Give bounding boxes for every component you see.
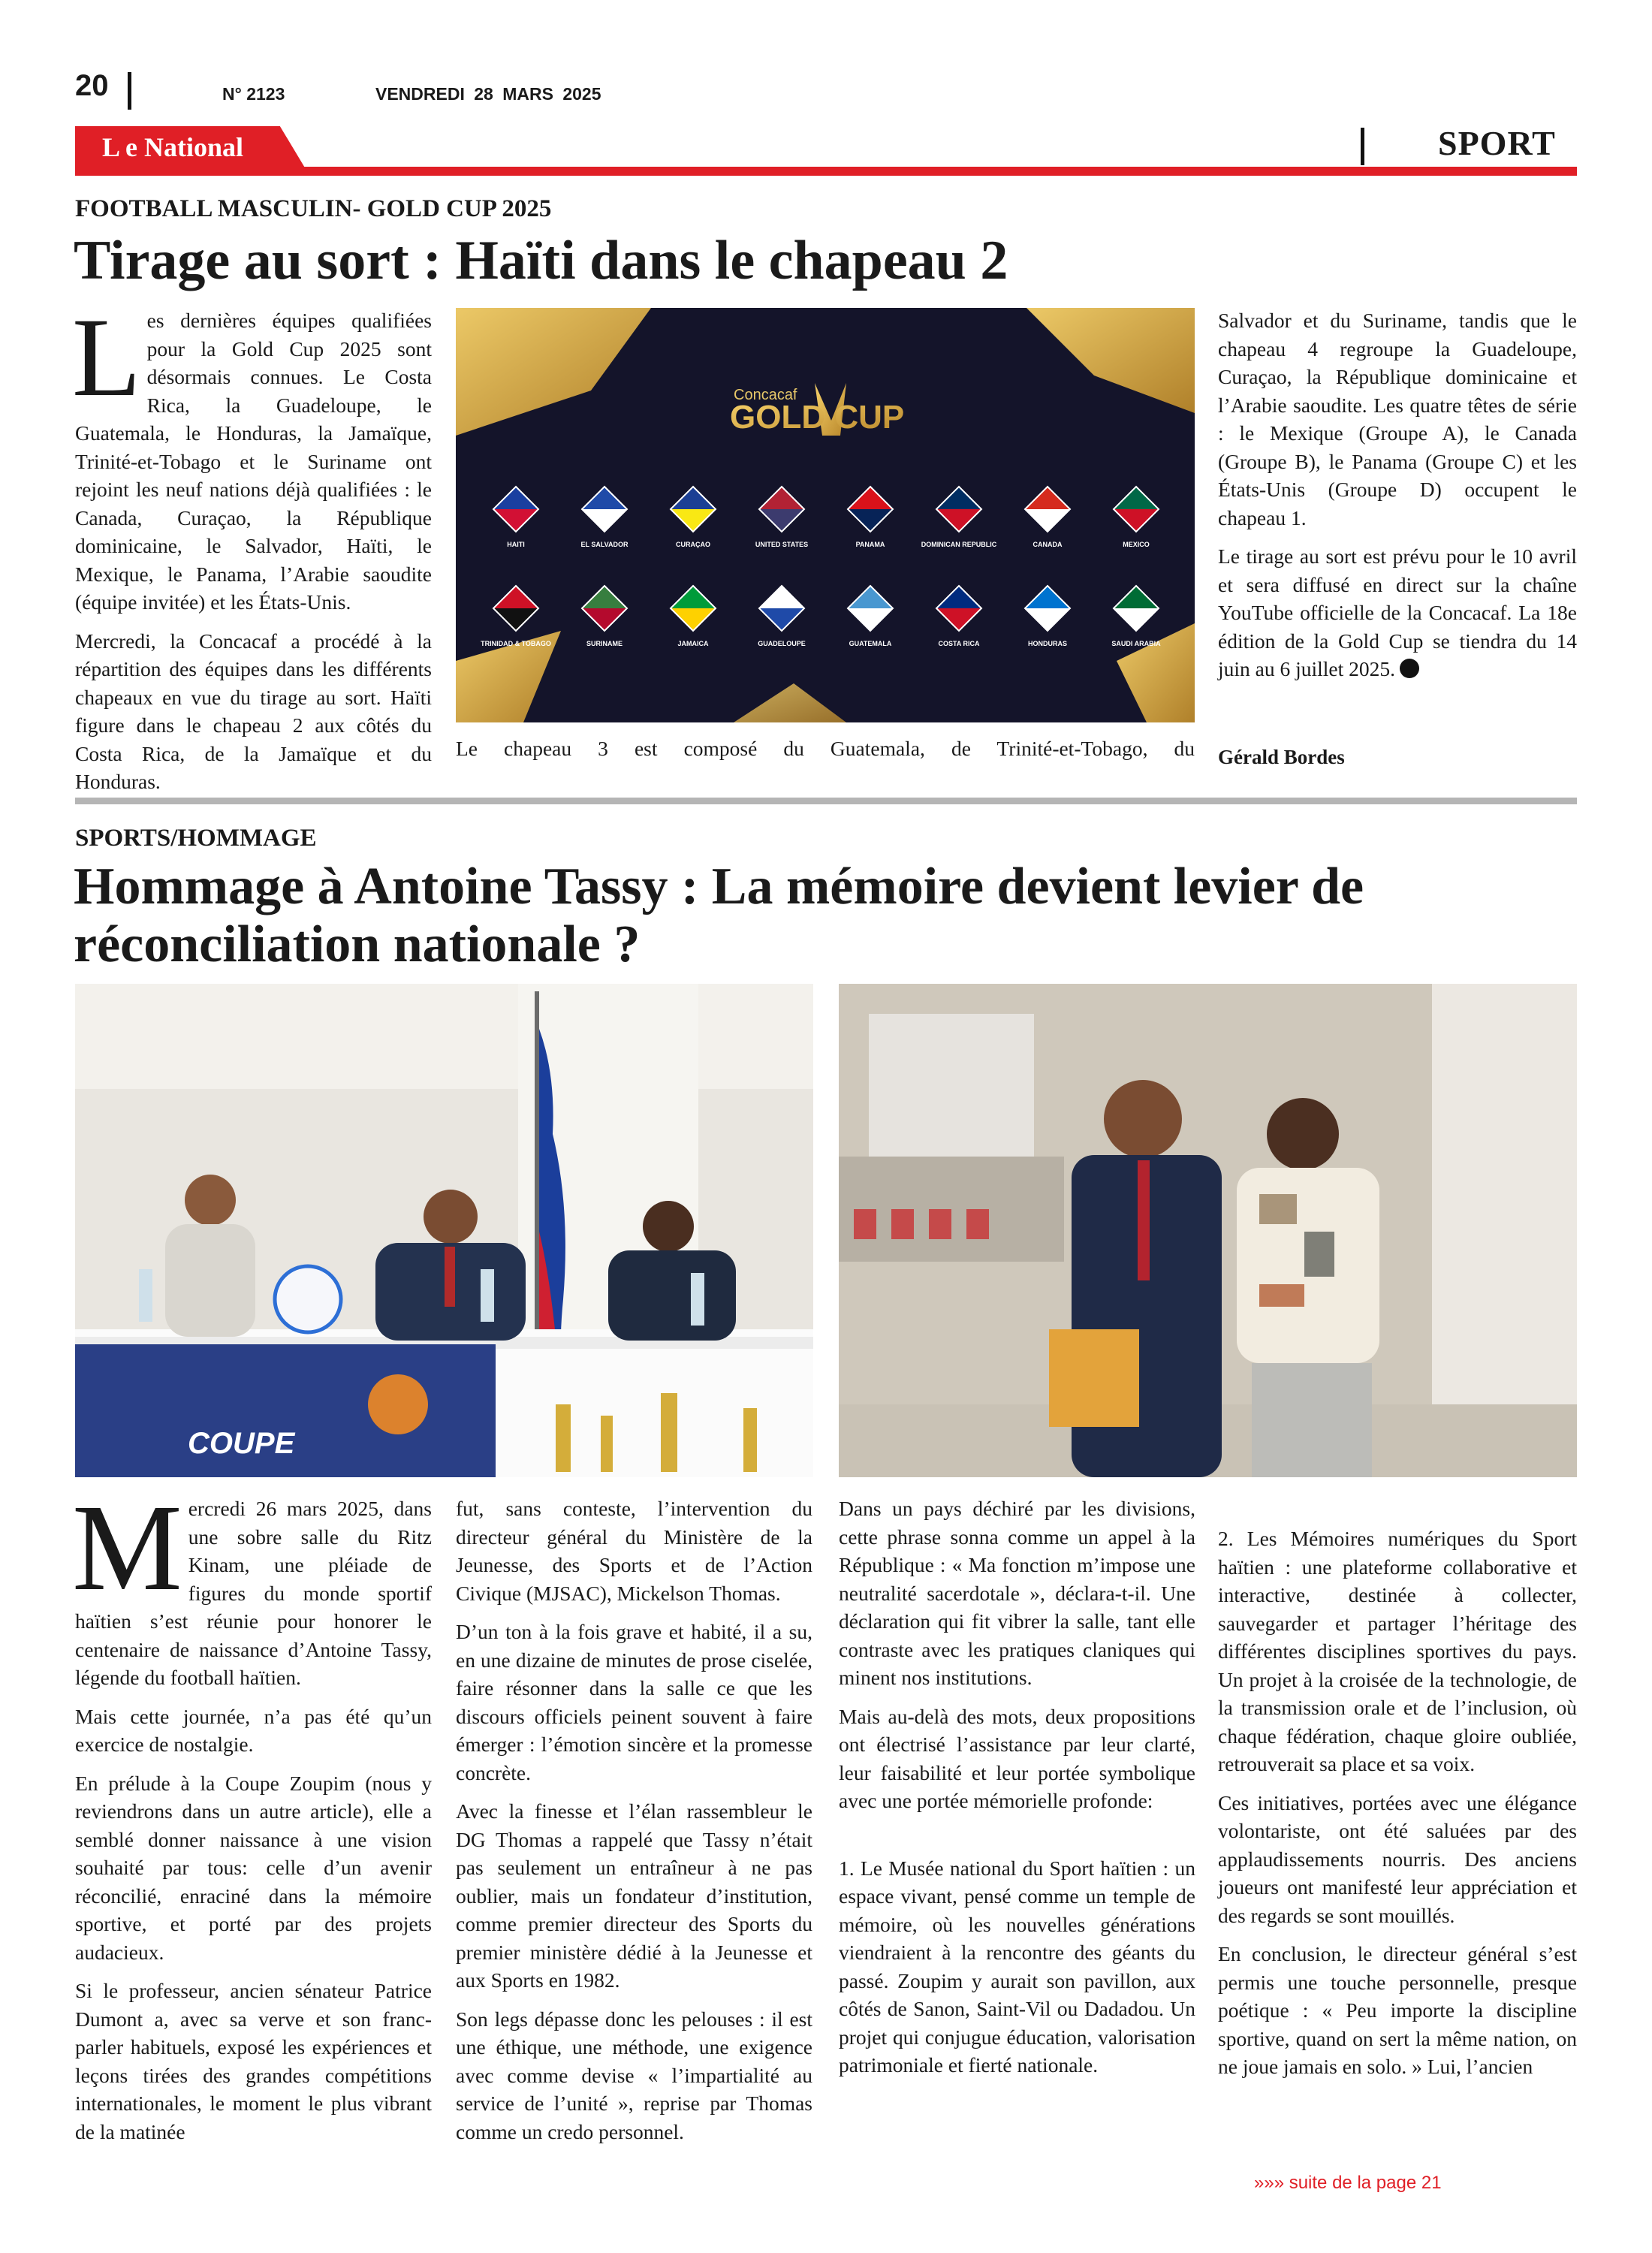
drop-cap: L <box>72 295 141 420</box>
flag-label: EL SALVADOR <box>580 541 629 548</box>
article2-paragraph: Mais au-delà des mots, deux propositions ont électrisé l’assistance par leur clarté, leur faisabilité et leur portée symbolique avec une portée mémorielle profonde: <box>839 1704 1195 1812</box>
article2-paragraph: En prélude à la Coupe Zoupim (nous y reviendrons dans un autre article), elle a semblé donner naissance à une vision souhaité par tous: celle d’un avenir réconcilié, enraciné dans la mémoire sportive, et porté par des projets audacieux. <box>75 1771 432 1964</box>
flag-label: SAUDI ARABIA <box>1111 640 1161 647</box>
article1-paragraph: Mercredi, la Concacaf a procédé à la répartition des équipes dans les différents chapeaux en vue du tirage au sort. Haïti figure dans le chapeau 2 aux côtés du Costa Rica, de la Jamaïque et du Honduras. <box>75 629 432 793</box>
article-separator <box>75 798 1577 804</box>
article2-paragraph: Dans un pays déchiré par les divisions, cette phrase sonna comme un appel à la République : « Ma fonction m’impose une neutralité sacerdotale », déclara-t-il. Une déclaration qui fit vibrer la salle, tant elle contraste avec les pratiques claniques qui minent nos institutions. <box>839 1497 1195 1689</box>
water-bottle <box>481 1269 494 1322</box>
issue-date: VENDREDI 28 MARS 2025 <box>375 84 601 104</box>
article2-paragraph: D’un ton à la fois grave et habité, il a su, en une dizaine de minutes de prose ciselée, faire résonner dans la salle ce que les discours officiels peinent souvent à faire émerger : l’émotion sincère et la promesse concrète. <box>456 1620 812 1784</box>
football <box>275 1266 341 1332</box>
article1-paragraph: Le chapeau 3 est composé du Guatemala, de Trinité-et-Tobago, du <box>456 737 1195 760</box>
article2-paragraph: Mais cette journée, n’a pas été qu’un exercice de nostalgie. <box>75 1704 432 1756</box>
article1-paragraph: es dernières équipes qualifiées pour la Gold Cup 2025 sont désormais connues. Le Costa Rica, la Guadeloupe, le Guatemala, le Honduras, la Jamaïque, Trinité-et-Tobago et le Suriname ont rejoint les neuf nations déjà qualifiées : le Canada, Curaçao, la République dominicaine, le Salvador, Haïti, le Mexique, le Panama, l’Arabie saoudite (équipe invitée) et les États-Unis. <box>75 309 432 614</box>
end-mark-icon <box>1400 659 1419 678</box>
flag-label: JAMAICA <box>677 640 709 647</box>
article2-column-3 <box>839 1494 1195 2090</box>
flag-label: CANADA <box>1032 541 1063 548</box>
section-divider <box>1361 128 1364 165</box>
article2-paragraph: fut, sans conteste, l’intervention du directeur général du Ministère de la Jeunesse, des Sports et de l’Action Civique (MJSAC), Mickelson Thomas. <box>456 1497 812 1605</box>
flag-label: DOMINICAN REPUBLIC <box>921 541 997 548</box>
article2-column-4 <box>1218 1525 1577 2092</box>
page-number: 20 <box>75 69 109 102</box>
gold-cup-draw-image <box>456 308 1195 722</box>
two-men-photo <box>839 984 1577 1477</box>
gold-cup-graphic <box>456 308 1195 722</box>
flag-label: HONDURAS <box>1027 640 1068 647</box>
article1-kicker: FOOTBALL MASCULIN- GOLD CUP 2025 <box>75 195 552 222</box>
water-bottle <box>139 1269 152 1322</box>
flag-label: GUATEMALA <box>849 640 892 647</box>
flag-label: SURINAME <box>586 640 623 647</box>
drop-cap: M <box>72 1479 182 1616</box>
article2-column-1 <box>72 1479 432 2156</box>
water-bottle <box>691 1273 704 1326</box>
article1-paragraph: Le tirage au sort est prévu pour le 10 avril et sera diffusé en direct sur la chaîne YouTube officielle de la Concacaf. La 18e édition de la Gold Cup se tiendra du 14 juin au 6 juillet 2025. <box>1218 544 1577 680</box>
panel-photo <box>75 984 813 1477</box>
article2-title-line: Hommage à Antoine Tassy : La mémoire devient levier de <box>74 858 1364 915</box>
projector-screen <box>869 1014 1034 1157</box>
folder <box>1049 1329 1139 1427</box>
gold-cup-logo-text: GOLD CUP <box>730 399 905 436</box>
flag-label: GUADELOUPE <box>758 640 806 647</box>
article1-title: Tirage au sort : Haïti dans le chapeau 2 <box>74 230 1008 291</box>
flag-label: CURAÇAO <box>676 541 710 548</box>
article2-title-line: réconciliation nationale ? <box>74 915 641 973</box>
section-name: SPORT <box>1438 124 1556 162</box>
article2-paragraph: 2. Les Mémoires numériques du Sport haïtien : une plateforme collaborative et interactive, destinée à collecter, sauvegarder et partager l’héritage des différentes disciplines sportives du pays. Un projet à la croisée de la technologie, de la transmission orale et de l’inclusion, où chaque fédération, chaque gloire oubliée, retrouverait sa place et sa voix. <box>1218 1527 1577 1775</box>
article1-author: Gérald Bordes <box>1218 746 1345 768</box>
article2-paragraph: ercredi 26 mars 2025, dans une sobre salle du Ritz Kinam, une pléiade de figures du monde sportif haïtien s’est réunie pour honorer le centenaire de naissance d’Antoine Tassy, légende du football haïtien. <box>75 1497 432 1689</box>
issue-number: N° 2123 <box>222 84 285 104</box>
article2-paragraph: Ces initiatives, portées avec une élégance volontariste, ont été saluées par des applaudissements nourris. Des anciens joueurs ont manifesté leur appréciation et des regards se sont mouillés. <box>1218 1790 1577 1927</box>
article1-paragraph: Salvador et du Suriname, tandis que le chapeau 4 regroupe la Guadeloupe, Curaçao, la République dominicaine et l’Arabie saoudite. Les quatre têtes de série : le Mexique (Groupe A), le Canada (Groupe B), le Panama (Groupe C) et les États-Unis (Groupe D) occupent le chapeau 1. <box>1218 309 1577 529</box>
continued-on-page-link[interactable]: »»» suite de la page 21 <box>1254 2173 1442 2193</box>
flag-label: UNITED STATES <box>755 541 809 548</box>
article2-column-2 <box>456 1494 812 2156</box>
article1-column-2 <box>456 734 1195 774</box>
flag-label: PANAMA <box>855 541 885 548</box>
article2-title <box>74 858 1583 973</box>
club-crest <box>368 1374 428 1434</box>
article1-column-1 <box>72 295 432 807</box>
masthead-logo: L e National <box>102 132 244 162</box>
flag-label: HAITI <box>507 541 525 548</box>
flag-label: COSTA RICA <box>938 640 980 647</box>
concacaf-label: Concacaf <box>734 387 797 403</box>
article2-paragraph: Si le professeur, ancien sénateur Patrice Dumont a, avec sa verve et son franc-parler habituels, exposé les expériences et leçons tirées des grandes compétitions internationales, le moment le plus vibrant de la matinée <box>75 1979 432 2143</box>
flag-label: MEXICO <box>1123 541 1150 548</box>
flag-label: TRINIDAD & TOBAGO <box>481 640 551 647</box>
article2-paragraph: 1. Le Musée national du Sport haïtien : un espace vivant, pensé comme un temple de mémoire, où les nouvelles générations viendraient à la rencontre des géants du passé. Zoupim y aurait son pavillon, aux côtés de Sanon, Saint-Vil ou Dadadou. Un projet qui conjugue éducation, valorisation patrimoniale et fierté nationale. <box>839 1856 1195 2077</box>
article2-kicker: SPORTS/HOMMAGE <box>75 825 317 852</box>
article2-paragraph: Son legs dépasse donc les pelouses : il est une éthique, une méthode, une exigence avec comme devise « l’impartialité au service de l’unité », reprise par Thomas comme un credo personnel. <box>456 2007 812 2143</box>
banner-text: COUPE <box>188 1427 295 1460</box>
article2-paragraph: Avec la finesse et l’élan rassembleur le DG Thomas a rappelé que Tassy n’était pas seulement un entraîneur à ne pas oublier, mais un fondateur d’institution, comme premier directeur des Sports du premier ministère dédié à la Jeunesse et aux Sports en 1982. <box>456 1799 812 1992</box>
article1-column-3 <box>1218 306 1577 694</box>
article2-paragraph: En conclusion, le directeur général s’est permis une touche personnelle, presque poétique : « Peu importe la discipline sportive, quand on sert la même nation, on ne joue jamais en solo. » Lui, l’ancien <box>1218 1942 1577 2078</box>
page-number-divider <box>128 72 131 110</box>
curtain <box>1432 984 1577 1477</box>
